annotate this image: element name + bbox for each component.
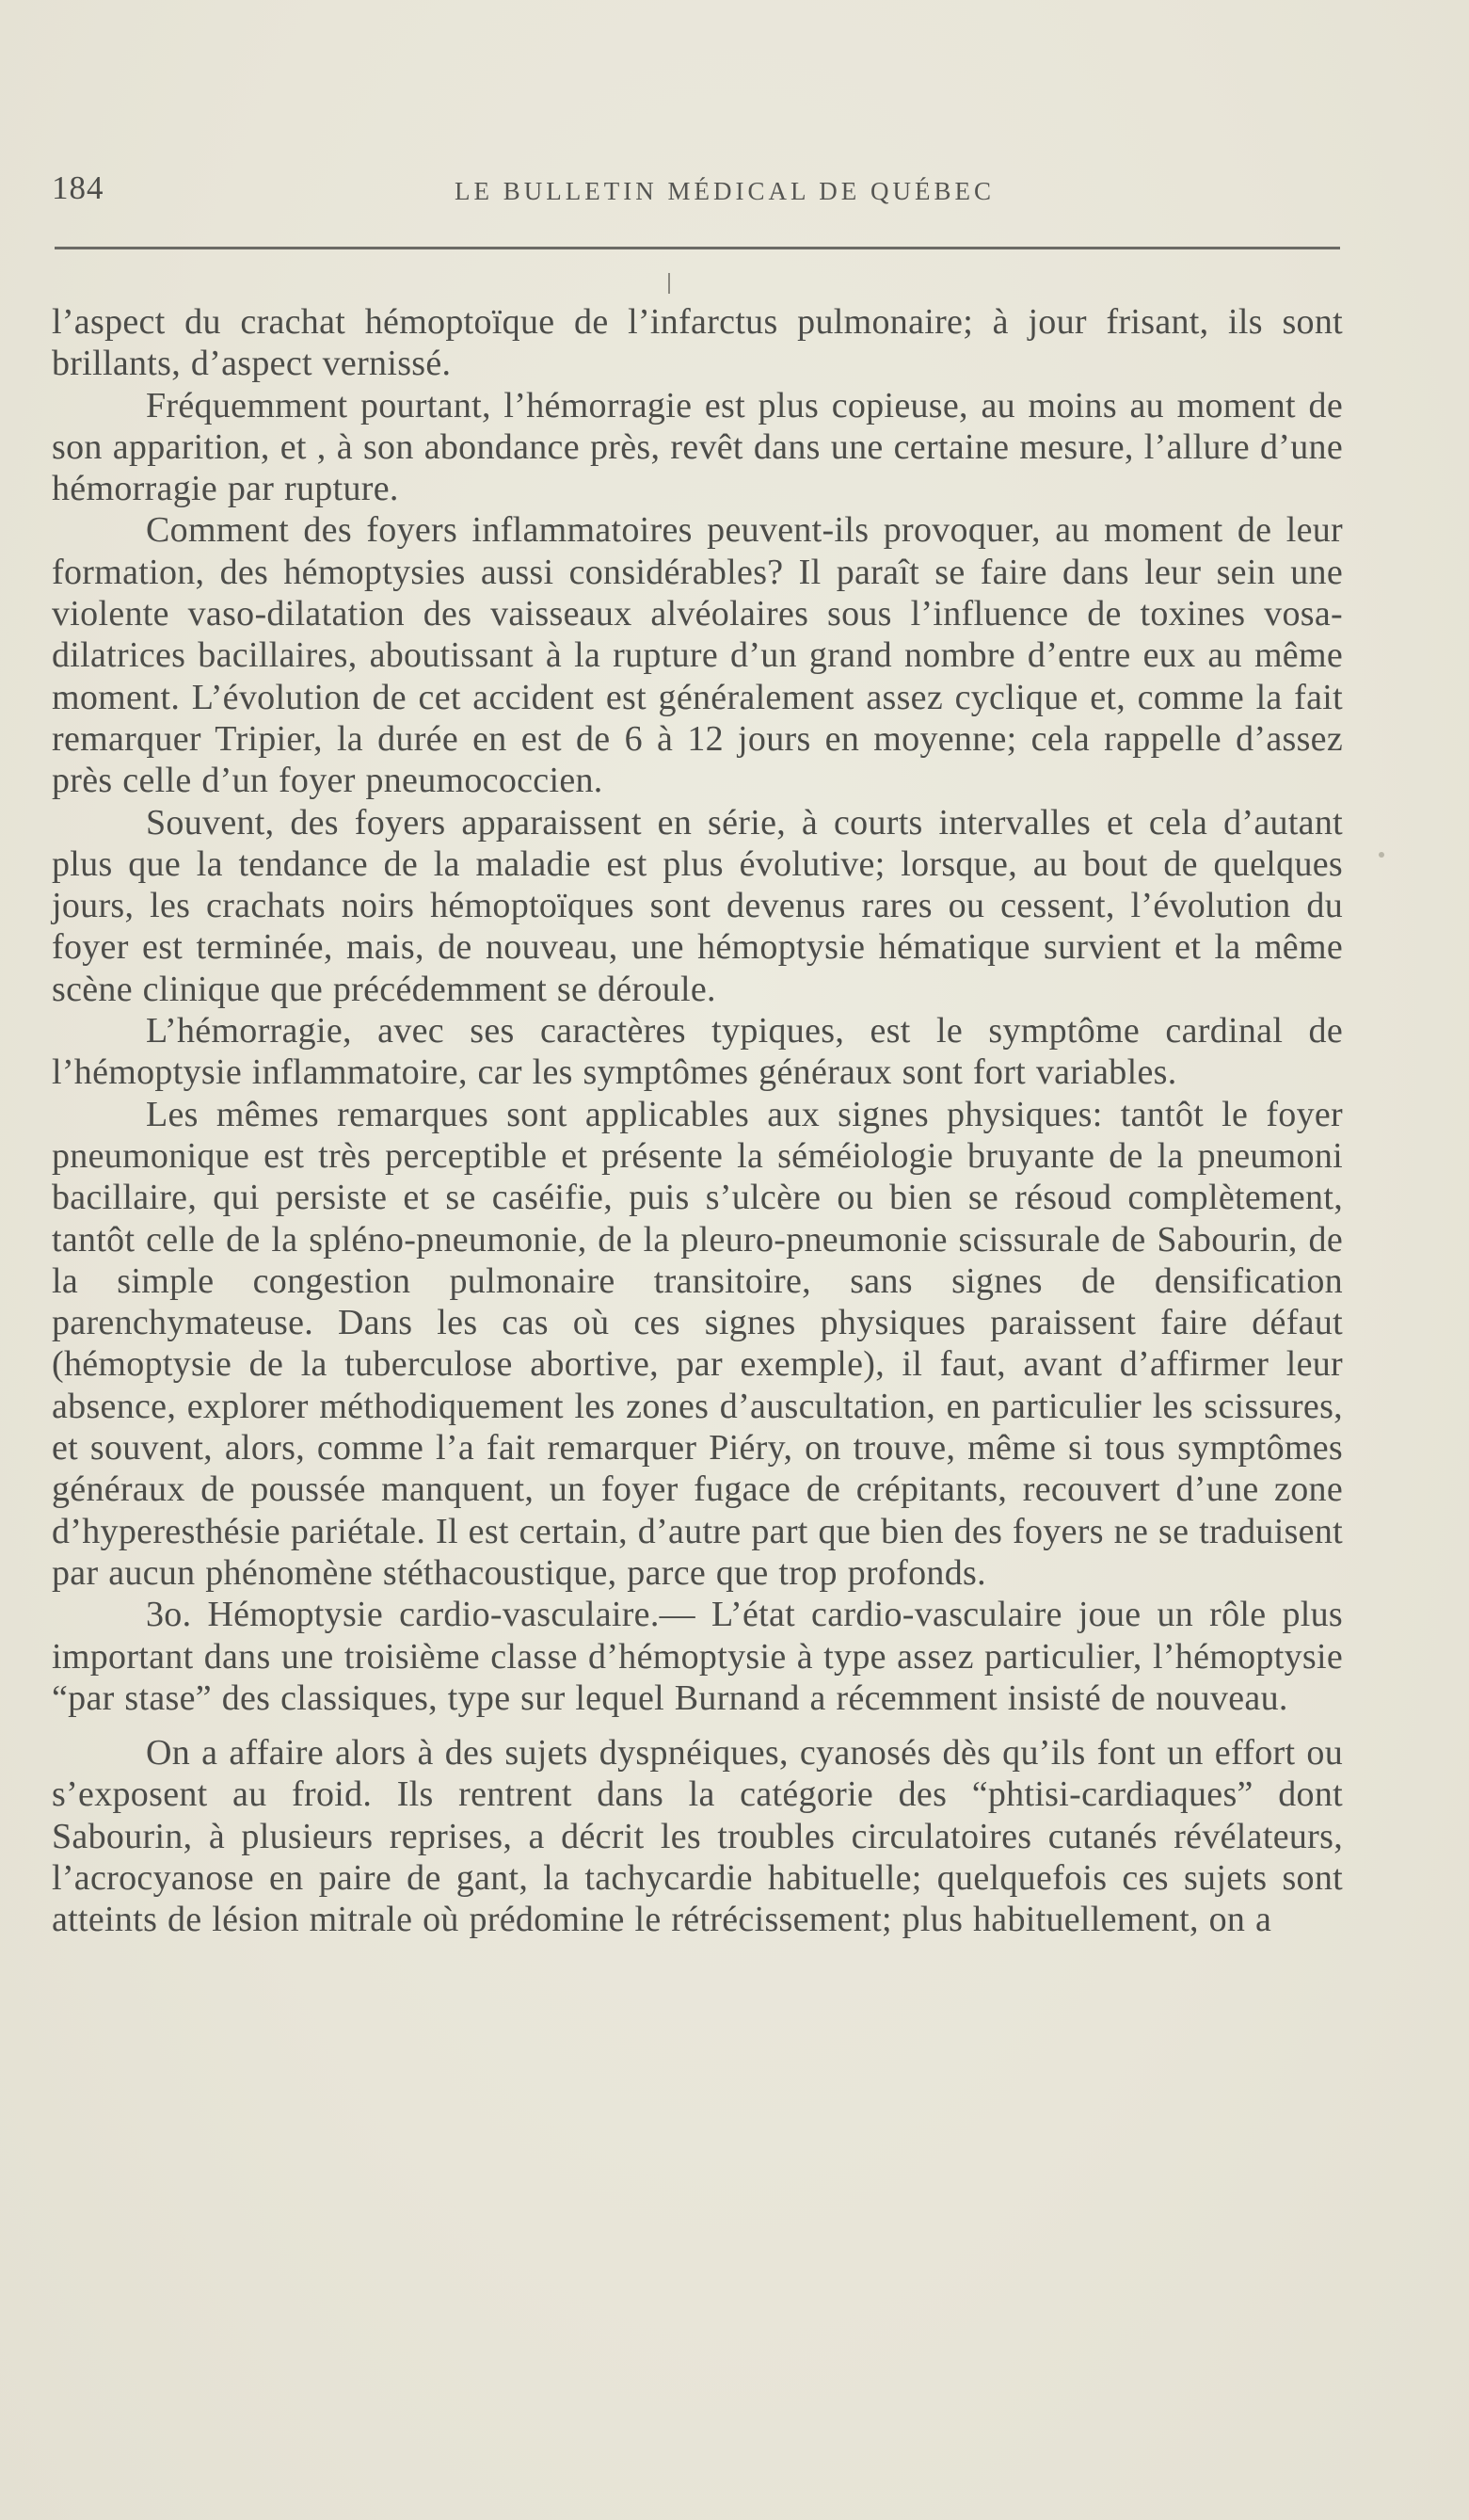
paragraph-6: Les mêmes remarques sont applicables aux signes physiques: tantôt le foyer pneumonique est très perceptible et présente la séméiologie bruyante de la pneumoni bacillaire, qui persiste et se caséifie, puis s’ulcère ou bien se résoud complètement, tantôt celle de la spléno-pneumonie, de la pleuro-pneumonie scissurale de Sabourin, de la simple congestion pulmonaire transitoire, sans signes de densification parenchymateuse. Dans les cas où ces signes physiques paraissent faire défaut (hémoptysie de la tuberculose abortive, par exemple), il faut, avant d’affirmer leur absence, explorer méthodiquement les zones d’auscultation, en particulier les scissures, et souvent, alors, comme l’a fait remarquer Piéry, on trouve, même si tous symptômes généraux de poussée manquent, un foyer fugace de crépitants, recouvert d’une zone d’hyperesthésie pariétale. Il est certain, d’autre part que bien des foyers ne se traduisent par aucun phénomène stéthacoustique, parce que trop profonds. bbox=[52, 1094, 1343, 1593]
page-header bbox=[52, 169, 1341, 217]
paragraph-4: Souvent, des foyers apparaissent en série, à courts intervalles et cela d’autant plus que la tendance de la maladie est plus évolutive; lorsque, au bout de quelques jours, les crachats noirs hémoptoïques sont devenus rares ou cessent, l’évolution du foyer est terminée, mais, de nouveau, une hémoptysie hématique survient et la même scène clinique que précédemment se déroule. bbox=[52, 802, 1343, 1009]
paragraph-5: L’hémorragie, avec ses caractères typiques, est le symptôme cardinal de l’hémoptysie inflammatoire, car les symptômes généraux sont fort variables. bbox=[52, 1011, 1343, 1093]
paragraph-8: On a affaire alors à des sujets dyspnéiques, cyanosés dès qu’ils font un effort ou s’exposent au froid. Ils rentrent dans la catégorie des “phtisi-cardiaques” dont Sabourin, à plusieurs reprises, a décrit les troubles circulatoires cutanés révélateurs, l’acrocyanose en paire de gant, la tachycardie habituelle; quelquefois ces sujets sont atteints de lésion mitrale où prédomine le rétrécissement; plus habituellement, on a bbox=[52, 1733, 1343, 1940]
paragraph-7: 3o. Hémoptysie cardio-vasculaire.— L’état cardio-vasculaire joue un rôle plus important dans une troisième classe d’hémoptysie à type assez particulier, l’hémoptysie “par stase” des classiques, type sur lequel Burnand a récemment insisté de nouveau. bbox=[52, 1595, 1343, 1718]
page-number: 184 bbox=[52, 169, 104, 206]
running-title: LE BULLETIN MÉDICAL DE QUÉBEC bbox=[455, 177, 995, 205]
body-text bbox=[52, 301, 1343, 1941]
paper-speck bbox=[1379, 852, 1384, 858]
paragraph-1: l’aspect du crachat hémoptoïque de l’infarctus pulmonaire; à jour frisant, ils sont brillants, d’aspect vernissé. bbox=[52, 302, 1343, 384]
paragraph-3: Comment des foyers inflammatoires peuvent-ils provoquer, au moment de leur formation, des hémoptysies aussi considérables? Il paraît se faire dans leur sein une violente vaso-dilatation des vaisseaux alvéolaires sous l’influence de toxines vosa-dilatrices bacillaires, aboutissant à la rupture d’un grand nombre d’entre eux au même moment. L’évolution de cet accident est généralement assez cyclique et, comme la fait remarquer Tripier, la durée en est de 6 à 12 jours en moyenne; cela rappelle d’assez près celle d’un foyer pneumococcien. bbox=[52, 510, 1343, 801]
scan-mark bbox=[668, 273, 670, 294]
header-rule bbox=[55, 247, 1340, 249]
paragraph-2: Fréquemment pourtant, l’hémorragie est plus copieuse, au moins au moment de son apparition, et , à son abondance près, revêt dans une certaine mesure, l’allure d’une hémorragie par rupture. bbox=[52, 385, 1343, 509]
